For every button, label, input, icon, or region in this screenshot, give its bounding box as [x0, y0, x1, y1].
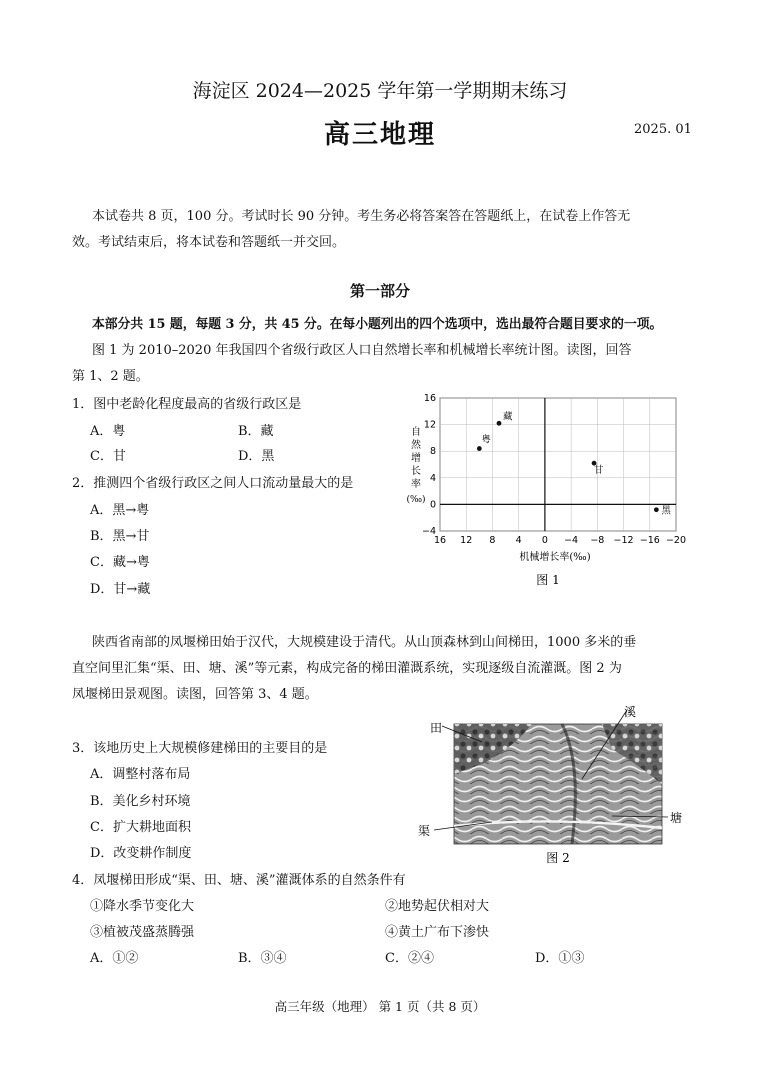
- q1-option-d[interactable]: D．黑: [238, 449, 275, 464]
- q1-option-a[interactable]: A．粤: [90, 424, 126, 439]
- q1-option-b[interactable]: B．藏: [238, 424, 274, 439]
- point-label: 甘: [594, 465, 604, 477]
- label-xi: 溪: [624, 705, 637, 719]
- point-label: 粤: [481, 434, 491, 446]
- x-tick-label: 0: [541, 535, 548, 546]
- figure-1-xlabel: 机械增长率(‰): [519, 552, 591, 563]
- figure-1-ylabel: [406, 425, 425, 505]
- q2-stem: 2．推测四个省级行政区之间人口流动量最大的是: [72, 476, 354, 491]
- figure-1-chart: [400, 388, 700, 588]
- y-tick-label: 0: [429, 499, 436, 511]
- q4-option-a[interactable]: A．①②: [90, 951, 139, 966]
- point-label: 黑: [661, 505, 671, 517]
- q4-item-2: ②地势起伏相对大: [385, 899, 490, 914]
- q1-stem: 1．图中老龄化程度最高的省级行政区是: [72, 397, 302, 412]
- y-tick-label: 16: [423, 393, 436, 404]
- ylabel-char-5: 率: [411, 479, 421, 490]
- ylabel-unit: (‰): [406, 495, 426, 505]
- figure-1-ticks: [422, 393, 686, 546]
- x-tick-label: −20: [665, 535, 687, 546]
- instructions-line-1: 本试卷共 8 页，100 分。考试时长 90 分钟。考生务必将答案答在答题纸上，在试卷上作答无: [92, 209, 631, 224]
- y-tick-label: −4: [421, 526, 436, 537]
- figure-2-photo: [412, 704, 692, 868]
- y-tick-label: 12: [423, 419, 436, 431]
- point-label: 藏: [503, 411, 513, 423]
- q2-option-c[interactable]: C．藏→粤: [90, 555, 150, 570]
- ylabel-char-1: 自: [411, 427, 421, 438]
- figure-1-grid: [440, 398, 676, 531]
- part-rule: 本部分共 15 题，每题 3 分，共 45 分。在每小题列出的四个选项中，选出最符合题目要求的一项。: [92, 317, 663, 332]
- ylabel-char-3: 增: [411, 453, 421, 464]
- figure-2-caption: 图 2: [546, 851, 570, 865]
- label-tang: 塘: [670, 811, 683, 825]
- q4-option-c[interactable]: C．②④: [385, 951, 434, 966]
- q1-option-c[interactable]: C．甘: [90, 449, 126, 464]
- x-tick-label: 4: [515, 535, 522, 546]
- x-tick-label: −8: [590, 535, 605, 546]
- fig2-intro-line-3: 凤堰梯田景观图。读图，回答第 3、4 题。: [72, 687, 318, 702]
- q4-option-b[interactable]: B．③④: [238, 951, 287, 966]
- exam-date: 2025. 01: [634, 122, 692, 137]
- q4-item-4: ④黄土广布下渗快: [385, 925, 490, 940]
- q3-option-a[interactable]: A．调整村落布局: [90, 767, 191, 782]
- q2-option-b[interactable]: B．黑→甘: [90, 529, 150, 544]
- x-tick-label: −12: [613, 535, 634, 546]
- q4-item-3: ③植被茂盛蒸腾强: [90, 925, 195, 940]
- x-tick-label: −16: [639, 535, 660, 546]
- x-tick-label: −4: [564, 535, 579, 546]
- fig2-intro-line-1: 陕西省南部的凤堰梯田始于汉代，大规模建设于清代。从山顶森林到山间梯田，1000 多米的垂: [92, 635, 637, 650]
- q2-option-a[interactable]: A．黑→粤: [90, 503, 150, 518]
- subject-title: 高三地理: [323, 120, 436, 150]
- q4-item-1: ①降水季节变化大: [90, 899, 195, 914]
- q3-stem: 3．该地历史上大规模修建梯田的主要目的是: [72, 741, 328, 756]
- fig1-intro-line-1: 图 1 为 2010–2020 年我国四个省级行政区人口自然增长率和机械增长率统计图。读图，回答: [92, 343, 632, 358]
- figure-1-axes: [440, 398, 676, 531]
- x-tick-label: 12: [460, 535, 473, 546]
- ylabel-char-4: 长: [411, 466, 421, 477]
- q4-stem: 4．凤堰梯田形成“渠、田、塘、溪”灌溉体系的自然条件有: [72, 873, 406, 888]
- part-title: 第一部分: [349, 282, 410, 300]
- label-tian: 田: [430, 721, 443, 735]
- point-粤: [477, 446, 482, 451]
- plot-frame: [440, 398, 676, 531]
- instructions-line-2: 效。考试结束后，将本试卷和答题纸一并交回。: [72, 235, 346, 250]
- figure-1-caption: 图 1: [536, 573, 560, 587]
- q2-option-d[interactable]: D．甘→藏: [90, 582, 151, 597]
- label-qu: 渠: [418, 824, 431, 838]
- point-藏: [497, 421, 502, 426]
- fig2-intro-line-2: 直空间里汇集“渠、田、塘、溪”等元素，构成完备的梯田灌溉系统，实现逐级自流灌溉。图 2 为: [72, 661, 622, 676]
- q3-option-c[interactable]: C．扩大耕地面积: [90, 820, 191, 835]
- q4-option-d[interactable]: D．①③: [535, 951, 585, 966]
- x-tick-label: 16: [433, 535, 447, 546]
- fig1-intro-line-2: 第 1、2 题。: [72, 369, 149, 384]
- q3-option-d[interactable]: D．改变耕作制度: [90, 846, 192, 861]
- exam-title: 海淀区 2024—2025 学年第一学期期末练习: [192, 80, 568, 102]
- point-黑: [654, 507, 659, 512]
- ylabel-char-2: 然: [411, 440, 421, 451]
- q3-option-b[interactable]: B．美化乡村环境: [90, 794, 191, 809]
- page-footer: 高三年级（地理） 第 1 页（共 8 页）: [274, 999, 486, 1014]
- y-tick-label: 4: [429, 472, 436, 484]
- y-tick-label: 8: [429, 446, 436, 458]
- figure-1-points: [477, 410, 671, 516]
- x-tick-label: 8: [489, 535, 496, 546]
